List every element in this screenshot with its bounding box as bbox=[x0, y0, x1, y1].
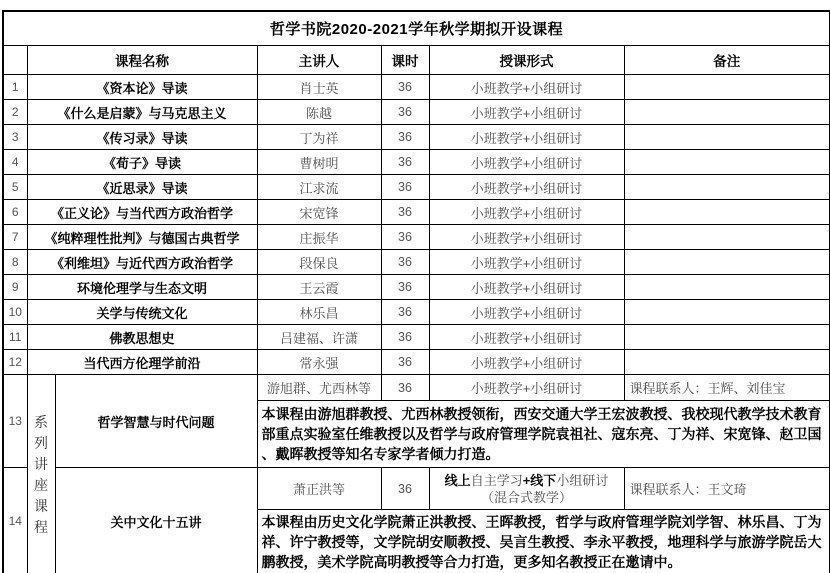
col-header-index bbox=[3, 46, 27, 75]
course-lecturer: 游旭群、尤西林等 bbox=[257, 375, 381, 401]
course-lecturer: 王云霞 bbox=[257, 275, 381, 300]
table-row bbox=[3, 100, 830, 125]
table-row bbox=[3, 350, 830, 375]
course-hours: 36 bbox=[381, 125, 429, 150]
format-segment: + bbox=[522, 472, 531, 488]
course-name: 关中文化十五讲 bbox=[55, 468, 257, 573]
row-number: 2 bbox=[3, 100, 27, 125]
course-name: 哲学智慧与时代问题 bbox=[55, 375, 257, 468]
course-hours: 36 bbox=[381, 325, 429, 350]
course-lecturer: 萧正洪等 bbox=[257, 468, 381, 510]
table-row bbox=[3, 275, 830, 300]
course-remark bbox=[624, 100, 830, 125]
row-number: 6 bbox=[3, 200, 27, 225]
row-number: 13 bbox=[3, 375, 27, 468]
format-line1 bbox=[445, 473, 609, 488]
course-name: 佛教思想史 bbox=[27, 325, 257, 350]
row-number: 11 bbox=[3, 325, 27, 350]
course-lecturer: 陈越 bbox=[257, 100, 381, 125]
table-row bbox=[3, 125, 830, 150]
course-hours: 36 bbox=[381, 100, 429, 125]
course-remark: 课程联系人：王文琦 bbox=[624, 468, 830, 510]
table-row bbox=[3, 325, 830, 350]
course-name: 《近思录》导读 bbox=[27, 175, 257, 200]
course-hours: 36 bbox=[381, 350, 429, 375]
col-header-remark: 备注 bbox=[624, 46, 830, 75]
course-remark bbox=[624, 350, 830, 375]
series-category-label: 系列讲座课程 bbox=[34, 413, 48, 535]
course-remark bbox=[624, 75, 830, 100]
course-name: 当代西方伦理学前沿 bbox=[27, 350, 257, 375]
course-hours: 36 bbox=[381, 468, 429, 510]
course-lecturer: 丁为祥 bbox=[257, 125, 381, 150]
course-remark bbox=[624, 300, 830, 325]
course-remark bbox=[624, 175, 830, 200]
course-schedule-table bbox=[2, 10, 830, 573]
col-header-hours: 课时 bbox=[381, 46, 429, 75]
course-name: 《纯粹理性批判》与德国古典哲学 bbox=[27, 225, 257, 250]
course-name: 关学与传统文化 bbox=[27, 300, 257, 325]
course-format: 小班教学+小组研讨 bbox=[429, 325, 624, 350]
course-hours: 36 bbox=[381, 250, 429, 275]
course-lecturer: 庄振华 bbox=[257, 225, 381, 250]
course-name: 《荀子》导读 bbox=[27, 150, 257, 175]
row-number: 9 bbox=[3, 275, 27, 300]
format-line2: （混合式教学） bbox=[480, 489, 572, 505]
table-row bbox=[3, 200, 830, 225]
course-name: 《资本论》导读 bbox=[27, 75, 257, 100]
table-row bbox=[3, 175, 830, 200]
table-row bbox=[3, 300, 830, 325]
format-segment: 线下 bbox=[530, 472, 557, 488]
course-lecturer: 段保良 bbox=[257, 250, 381, 275]
course-name: 环境伦理学与生态文明 bbox=[27, 275, 257, 300]
course-hours: 36 bbox=[381, 200, 429, 225]
course-lecturer: 宋宽锋 bbox=[257, 200, 381, 225]
course-lecturer: 江求流 bbox=[257, 175, 381, 200]
row-number: 7 bbox=[3, 225, 27, 250]
col-header-format: 授课形式 bbox=[429, 46, 624, 75]
course-format: 小班教学+小组研讨 bbox=[429, 350, 624, 375]
course-remark bbox=[624, 325, 830, 350]
row-number: 4 bbox=[3, 150, 27, 175]
format-segment: 线上 bbox=[444, 472, 471, 488]
course-hours: 36 bbox=[381, 275, 429, 300]
course-remark bbox=[624, 200, 830, 225]
course-hours: 36 bbox=[381, 300, 429, 325]
table-row bbox=[3, 150, 830, 175]
course-hours: 36 bbox=[381, 150, 429, 175]
course-lecturer: 曹树明 bbox=[257, 150, 381, 175]
col-header-name: 课程名称 bbox=[27, 46, 257, 75]
course-format: 小班教学+小组研讨 bbox=[429, 175, 624, 200]
row-number: 1 bbox=[3, 75, 27, 100]
course-name: 《利维坦》与近代西方政治哲学 bbox=[27, 250, 257, 275]
course-format: 小班教学+小组研讨 bbox=[429, 225, 624, 250]
course-format: 小班教学+小组研讨 bbox=[429, 125, 624, 150]
course-remark bbox=[624, 250, 830, 275]
course-name: 《传习录》导读 bbox=[27, 125, 257, 150]
course-lecturer: 林乐昌 bbox=[257, 300, 381, 325]
row-number: 5 bbox=[3, 175, 27, 200]
table-row bbox=[3, 250, 830, 275]
course-remark bbox=[624, 125, 830, 150]
series-category-cell bbox=[27, 375, 55, 573]
row-number: 10 bbox=[3, 300, 27, 325]
course-hours: 36 bbox=[381, 375, 429, 401]
format-segment: 自主学习 bbox=[470, 472, 523, 488]
course-remark bbox=[624, 150, 830, 175]
row-number: 14 bbox=[3, 468, 27, 573]
table-row bbox=[3, 75, 830, 100]
course-format: 小班教学+小组研讨 bbox=[429, 75, 624, 100]
course-format: 小班教学+小组研讨 bbox=[429, 150, 624, 175]
table-row bbox=[3, 375, 830, 401]
course-hours: 36 bbox=[381, 225, 429, 250]
table-title: 哲学书院2020-2021学年秋学期拟开设课程 bbox=[3, 11, 830, 46]
course-lecturer: 吕建福、许潇 bbox=[257, 325, 381, 350]
table-row bbox=[3, 11, 830, 46]
course-remark: 课程联系人：王辉、刘佳宝 bbox=[624, 375, 830, 401]
row-number: 8 bbox=[3, 250, 27, 275]
row-number: 3 bbox=[3, 125, 27, 150]
course-format: 小班教学+小组研讨 bbox=[429, 375, 624, 401]
course-name: 《正义论》与当代西方政治哲学 bbox=[27, 200, 257, 225]
course-format: 小班教学+小组研讨 bbox=[429, 100, 624, 125]
course-description: 本课程由历史文化学院萧正洪教授、王晖教授，哲学与政府管理学院刘学智、林乐昌、丁为祥、许宁教授等，文学院胡安顺教授、吴言生教授、李永平教授，地理科学与旅游学院岳大鹏教授，美术学院高明教授等合力打造，更多知名教授正在邀请中。 bbox=[257, 510, 830, 573]
course-format bbox=[429, 468, 624, 510]
table-row bbox=[3, 468, 830, 510]
course-lecturer: 肖士英 bbox=[257, 75, 381, 100]
course-name: 《什么是启蒙》与马克思主义 bbox=[27, 100, 257, 125]
course-format: 小班教学+小组研讨 bbox=[429, 250, 624, 275]
course-format: 小班教学+小组研讨 bbox=[429, 275, 624, 300]
course-remark bbox=[624, 275, 830, 300]
col-header-lecturer: 主讲人 bbox=[257, 46, 381, 75]
course-description: 本课程由游旭群教授、尤西林教授领衔，西安交通大学王宏波教授、我校现代教学技术教育部重点实验室任维教授以及哲学与政府管理学院袁祖社、寇东亮、丁为祥、宋宽锋、赵卫国、戴晖教授等知名专家学者倾力打造。 bbox=[257, 401, 830, 468]
course-lecturer: 常永强 bbox=[257, 350, 381, 375]
course-format: 小班教学+小组研讨 bbox=[429, 200, 624, 225]
format-segment: 小组研讨 bbox=[556, 472, 609, 488]
course-remark bbox=[624, 225, 830, 250]
table-row bbox=[3, 46, 830, 75]
course-format: 小班教学+小组研讨 bbox=[429, 300, 624, 325]
row-number: 12 bbox=[3, 350, 27, 375]
table-row bbox=[3, 225, 830, 250]
course-hours: 36 bbox=[381, 75, 429, 100]
course-hours: 36 bbox=[381, 175, 429, 200]
